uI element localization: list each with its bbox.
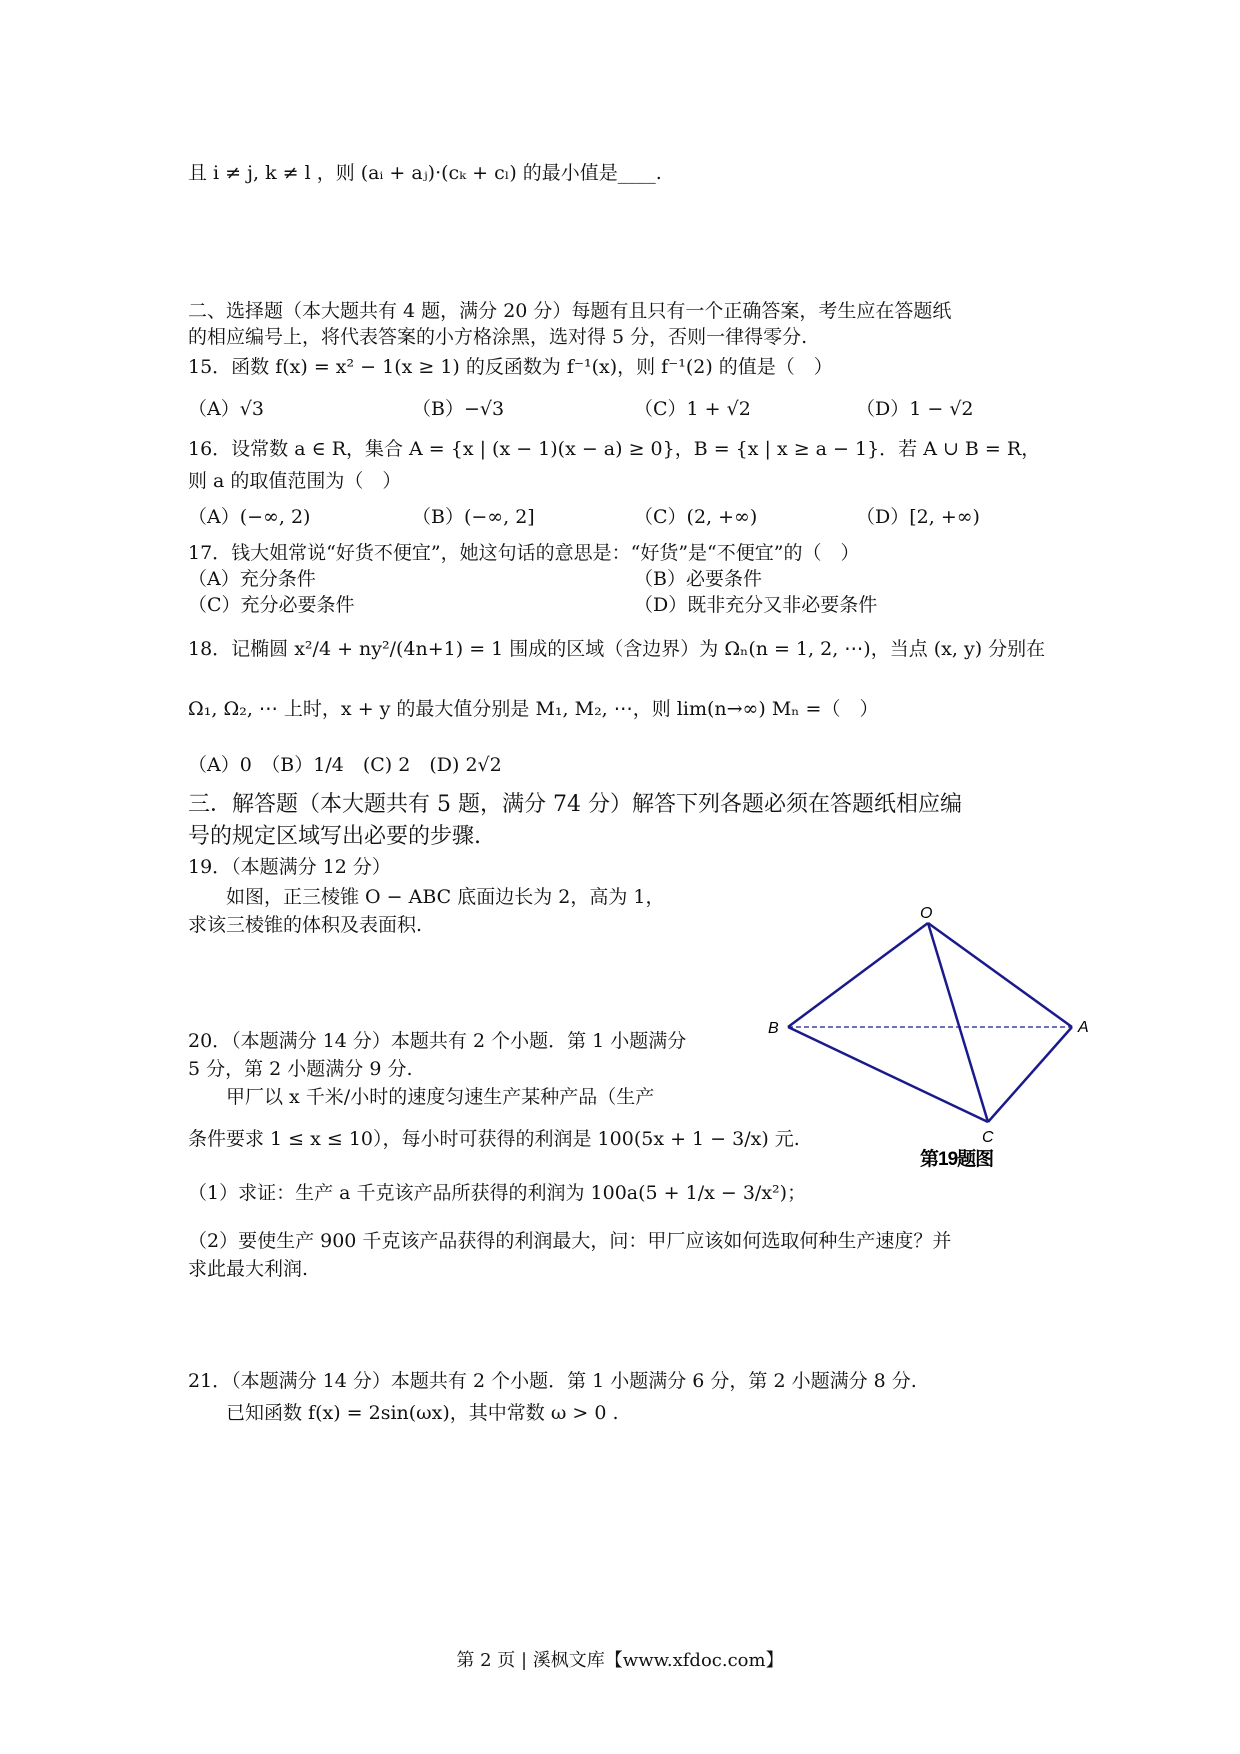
label-o: O — [920, 905, 933, 922]
q20-line3: 甲厂以 x 千米/小时的速度匀速生产某种产品（生产 — [188, 1086, 655, 1108]
q18-options: （A）0 （B）1/4 (C) 2 (D) 2√2 — [188, 754, 502, 776]
q16-option-b: （B）(−∞, 2] — [412, 506, 535, 528]
q18-stem-line1: 18．记椭圆 x²/4 + ny²/(4n+1) = 1 围成的区域（含边界）为 Ωₙ(n = 1, 2, ⋯)，当点 (x, y) 分别在 — [188, 638, 1046, 660]
q15-option-d: （D）1 − √2 — [856, 398, 974, 420]
q17-stem: 17．钱大姐常说“好货不便宜”，她这句话的意思是：“好货”是“不便宜”的（ ） — [188, 542, 860, 564]
q20-line2: 5 分，第 2 小题满分 9 分. — [188, 1058, 413, 1080]
q19-line2: 求该三棱锥的体积及表面积. — [188, 914, 423, 936]
label-a: A — [1078, 1019, 1089, 1036]
q21-line1: 21．（本题满分 14 分）本题共有 2 个小题．第 1 小题满分 6 分，第 2 小题满分 8 分. — [188, 1370, 917, 1392]
q15-stem: 15．函数 f(x) = x² − 1(x ≥ 1) 的反函数为 f⁻¹(x)，则 f⁻¹(2) 的值是（ ） — [188, 356, 833, 378]
edge-ac — [988, 1027, 1072, 1122]
q16-option-a: （A）(−∞, 2) — [188, 506, 311, 528]
q20-line4: 条件要求 1 ≤ x ≤ 10），每小时可获得的利润是 100(5x + 1 − 3/x) 元. — [188, 1128, 800, 1150]
q16-option-c: （C）(2, +∞) — [634, 506, 758, 528]
q19-line1: 如图，正三棱锥 O − ABC 底面边长为 2，高为 1， — [188, 886, 665, 908]
q20-part2-line1: （2）要使生产 900 千克该产品获得的利润最大，问：甲厂应该如何选取何种生产速度？并 — [188, 1230, 952, 1252]
edge-oa — [928, 923, 1072, 1027]
q20-part1: （1）求证：生产 a 千克该产品所获得的利润为 100a(5 + 1/x − 3/x²)； — [188, 1182, 807, 1204]
q17-option-a: （A）充分条件 — [188, 568, 316, 590]
section2-header-line2: 的相应编号上，将代表答案的小方格涂黑，选对得 5 分，否则一律得零分. — [188, 326, 808, 348]
q17-option-d: （D）既非充分又非必要条件 — [634, 594, 878, 616]
q19-title: 19．（本题满分 12 分） — [188, 856, 391, 878]
q15-option-b: （B）−√3 — [412, 398, 505, 420]
label-b: B — [768, 1020, 779, 1037]
q16-stem-line2: 则 a 的取值范围为（ ） — [188, 470, 402, 492]
q21-line2: 已知函数 f(x) = 2sin(ωx)，其中常数 ω > 0 . — [188, 1402, 619, 1424]
section2-header-line1: 二、选择题（本大题共有 4 题，满分 20 分）每题有且只有一个正确答案，考生应在答题纸 — [188, 300, 952, 322]
figure19-caption: 第19题图 — [920, 1149, 994, 1170]
q20-part2-line2: 求此最大利润. — [188, 1258, 309, 1280]
tetrahedron-figure — [760, 860, 1090, 1190]
edge-oc — [928, 923, 988, 1122]
q18-stem-line2: Ω₁, Ω₂, ⋯ 上时，x + y 的最大值分别是 M₁, M₂, ⋯，则 lim(n→∞) Mₙ =（ ） — [188, 698, 879, 720]
q20-line1: 20．（本题满分 14 分）本题共有 2 个小题．第 1 小题满分 — [188, 1030, 687, 1052]
label-c: C — [982, 1129, 994, 1146]
q16-stem-line1: 16．设常数 a ∈ R，集合 A = {x | (x − 1)(x − a) ≥ 0}，B = {x | x ≥ a − 1}．若 A ∪ B = R， — [188, 438, 1041, 460]
previous-question-fragment: 且 i ≠ j, k ≠ l ，则 (aᵢ + aⱼ)·(cₖ + cₗ) 的最小值是____. — [188, 162, 662, 184]
edge-ob — [788, 923, 928, 1027]
q15-option-a: （A）√3 — [188, 398, 264, 420]
page-footer: 第 2 页 | 溪枫文库【www.xfdoc.com】 — [456, 1650, 784, 1671]
section3-header-line1: 三．解答题（本大题共有 5 题，满分 74 分）解答下列各题必须在答题纸相应编 — [188, 792, 962, 817]
q17-option-b: （B）必要条件 — [634, 568, 762, 590]
q16-option-d: （D）[2, +∞) — [856, 506, 980, 528]
q15-option-c: （C）1 + √2 — [634, 398, 751, 420]
q17-option-c: （C）充分必要条件 — [188, 594, 355, 616]
edge-bc — [788, 1027, 988, 1122]
section3-header-line2: 号的规定区域写出必要的步骤. — [188, 824, 481, 849]
